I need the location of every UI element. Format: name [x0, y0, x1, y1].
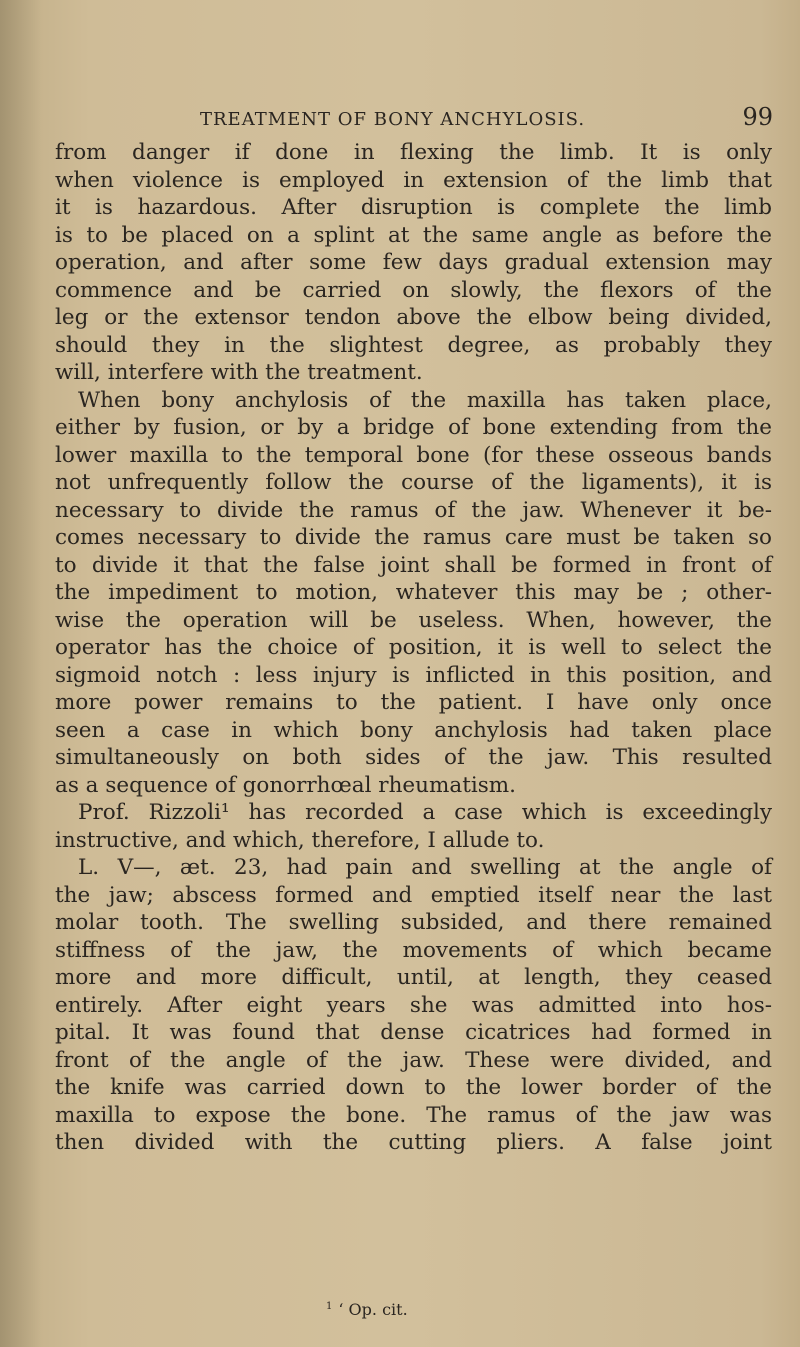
text-line: from danger if done in flexing the limb. It is only	[55, 140, 772, 165]
text-line: it is hazardous. After disruption is complete the limb	[55, 195, 772, 220]
text-line: pital. It was found that dense cicatrices had formed in	[55, 1020, 772, 1045]
text-line: will, interfere with the treatment.	[55, 360, 423, 385]
footnote-text: ‘ Op. cit.	[338, 1300, 408, 1319]
text-line: more power remains to the patient. I have only once	[55, 690, 772, 715]
text-line: wise the operation will be useless. When, however, the	[55, 607, 772, 633]
text-line: as a sequence of gonorrhœal rheumatism.	[55, 772, 516, 798]
text-line: the knife was carried down to the lower border of the	[55, 1075, 772, 1100]
text-line: When bony anchylosis of the maxilla has taken place,	[78, 387, 772, 413]
text-line: entirely. After eight years she was admitted into hos-	[55, 992, 772, 1018]
text-line: when violence is employed in extension of the limb that	[55, 167, 772, 193]
text-line: maxilla to expose the bone. The ramus of the jaw was	[55, 1102, 772, 1128]
text-line: the impediment to motion, whatever this may be ; other-	[55, 580, 772, 605]
text-line: molar tooth. The swelling subsided, and there remained	[55, 910, 772, 935]
footnote-marker: 1	[326, 1300, 333, 1312]
text-line: operation, and after some few days gradual extension may	[55, 250, 772, 275]
text-line: Prof. Rizzoli¹ has recorded a case which is exceedingly	[78, 800, 772, 825]
text-line: either by fusion, or by a bridge of bone extending from the	[55, 415, 772, 440]
page-header	[200, 103, 773, 133]
text-line: instructive, and which, therefore, I allude to.	[55, 827, 545, 853]
page-gutter-shadow	[0, 0, 42, 1347]
text-line: stiffness of the jaw, the movements of which became	[55, 937, 772, 963]
body-text	[55, 139, 772, 1157]
text-line: comes necessary to divide the ramus care must be taken so	[55, 525, 772, 550]
text-line: not unfrequently follow the course of the ligaments), it is	[55, 470, 772, 495]
text-line: the jaw; abscess formed and emptied itself near the last	[55, 882, 772, 908]
text-line: operator has the choice of position, it is well to select the	[55, 635, 772, 660]
text-line: commence and be carried on slowly, the flexors of the	[55, 277, 772, 303]
text-line: leg or the extensor tendon above the elbow being divided,	[55, 305, 772, 330]
text-line: seen a case in which bony anchylosis had taken place	[55, 717, 772, 743]
text-line: sigmoid notch : less injury is inflicted in this position, and	[55, 662, 772, 688]
text-line: lower maxilla to the temporal bone (for these osseous bands	[55, 442, 772, 468]
text-line: should they in the slightest degree, as probably they	[55, 332, 772, 358]
text-line: then divided with the cutting pliers. A false joint	[55, 1130, 772, 1155]
text-line: L. V—, æt. 23, had pain and swelling at the angle of	[78, 855, 772, 880]
text-line: more and more difficult, until, at length, they ceased	[55, 965, 772, 990]
footnote	[326, 1300, 408, 1319]
text-line: front of the angle of the jaw. These were divided, and	[55, 1047, 772, 1073]
text-line: is to be placed on a splint at the same angle as before the	[55, 222, 772, 248]
running-head: TREATMENT OF BONY ANCHYLOSIS.	[200, 109, 586, 130]
text-line: necessary to divide the ramus of the jaw. Whenever it be-	[55, 497, 772, 523]
text-line: simultaneously on both sides of the jaw. This resulted	[55, 745, 772, 770]
text-line: to divide it that the false joint shall be formed in front of	[55, 552, 772, 578]
page-number: 99	[742, 103, 773, 131]
